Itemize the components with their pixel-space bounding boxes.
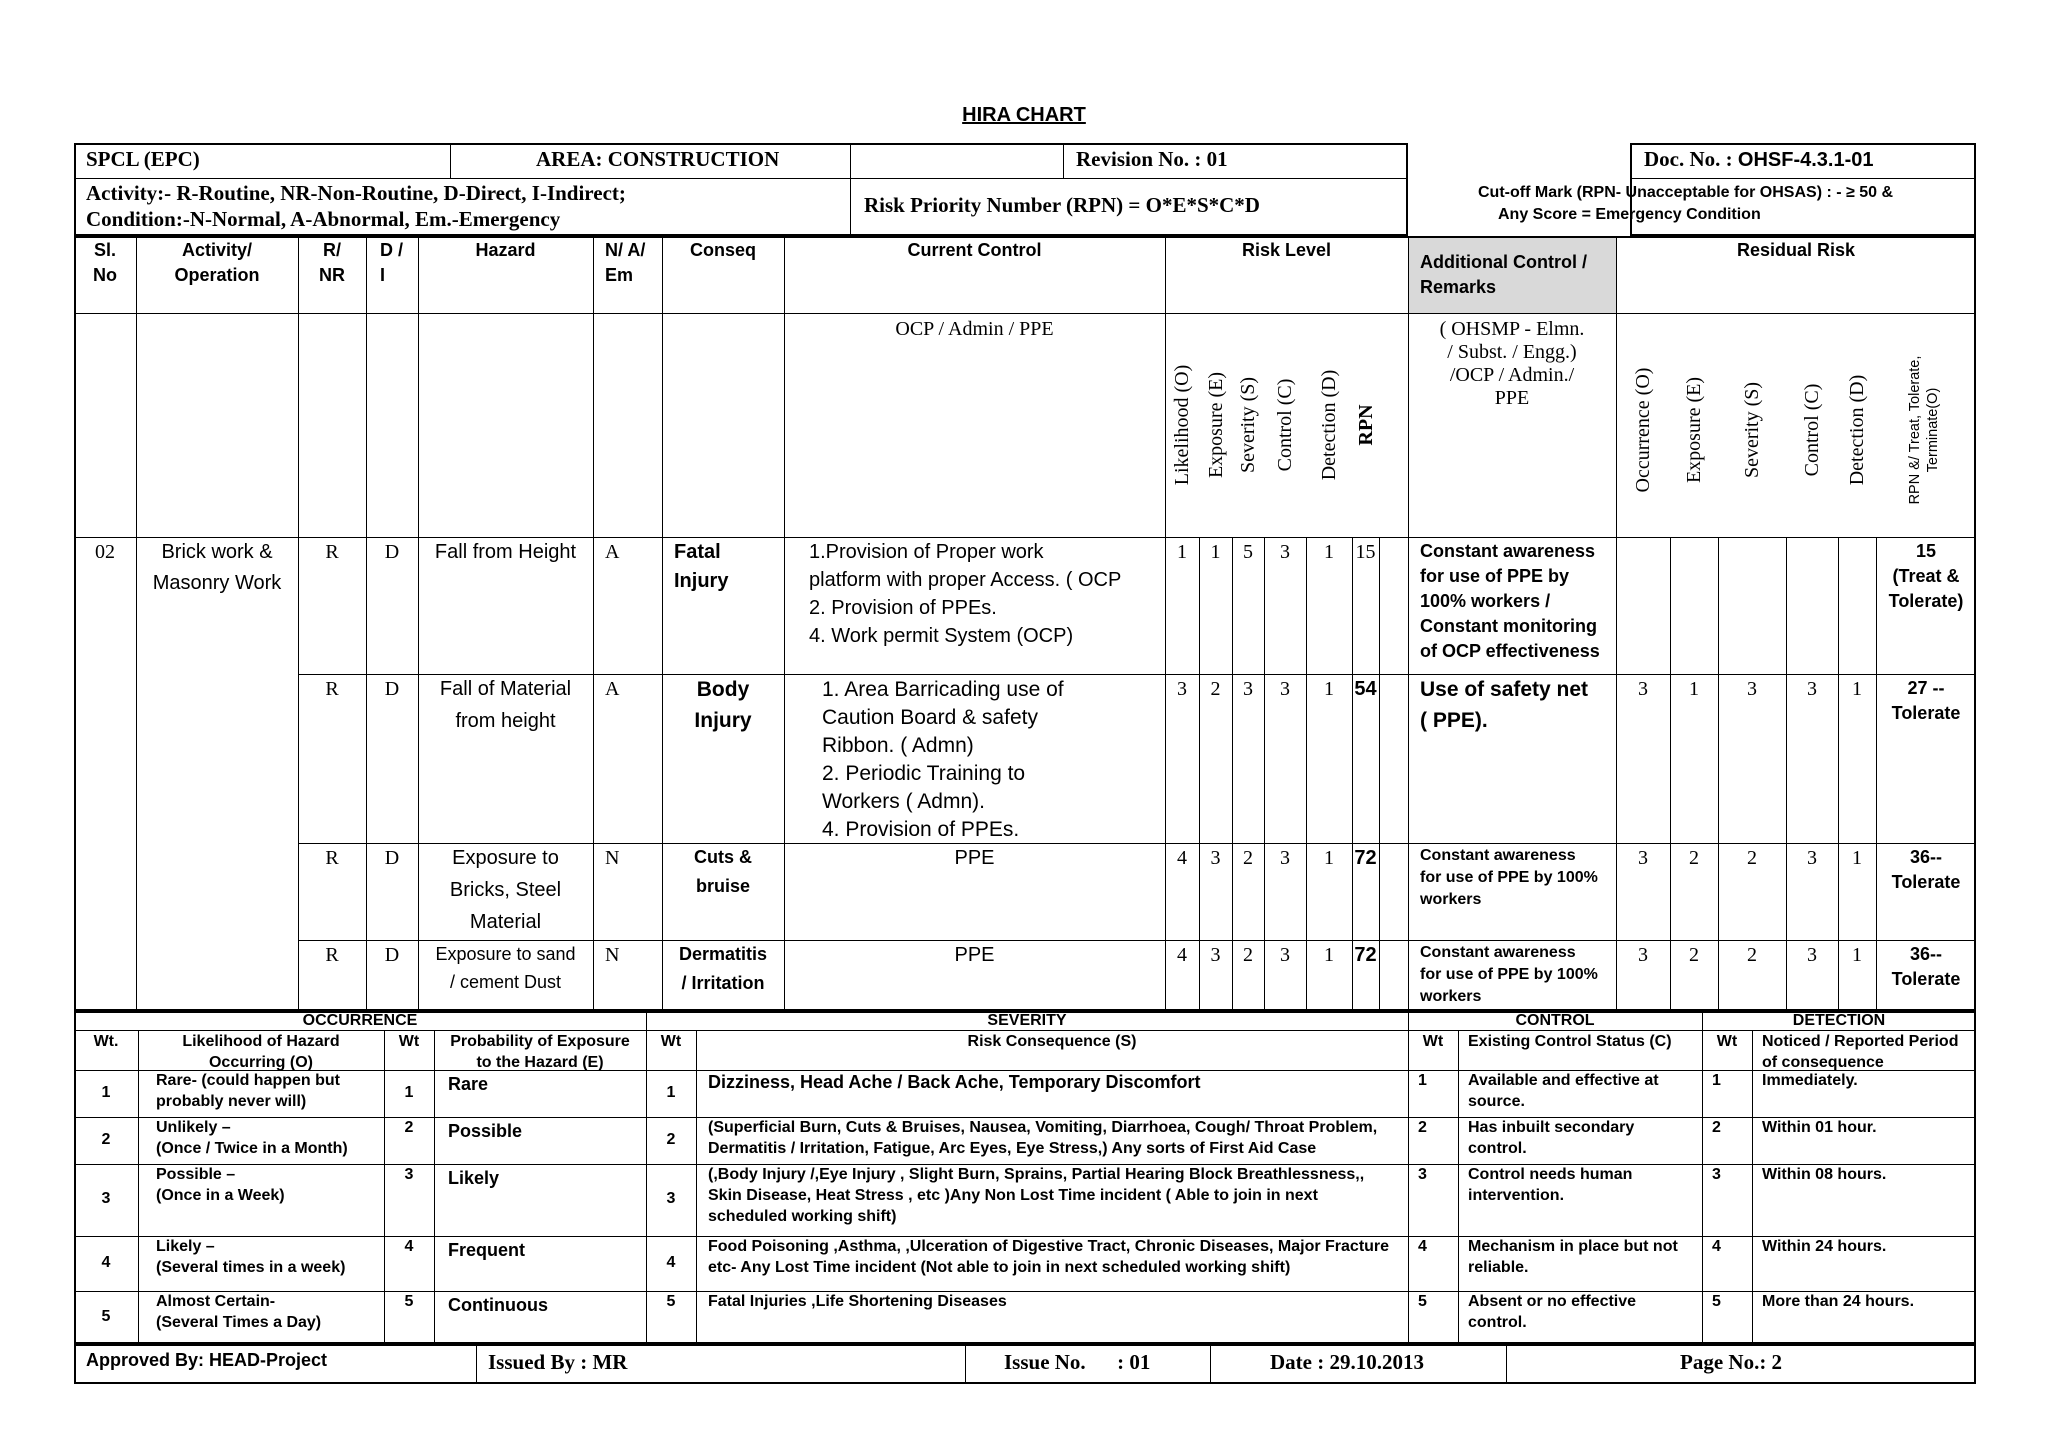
ohsmp-label: /OCP / Admin./ xyxy=(1449,364,1575,386)
residual-result: Tolerate xyxy=(1891,872,1961,892)
grid-line xyxy=(298,843,1976,844)
hazard-cell: Fall of Material xyxy=(439,678,572,700)
residual-sub-header: Exposure (E) xyxy=(1683,376,1705,484)
residual-rpn-header-line: Terminate(O) xyxy=(1925,387,1941,473)
risk-value-s: 2 xyxy=(1243,847,1253,869)
rpn-formula: Risk Priority Number (RPN) = O*E*S*C*D xyxy=(864,193,1260,217)
legend-likelihood: probably never will) xyxy=(156,1093,307,1110)
risk-value-d: 1 xyxy=(1324,944,1334,966)
residual-sub-header: Control (C) xyxy=(1801,383,1823,477)
detection-header: of consequence xyxy=(1762,1054,1884,1071)
additional-control-cell: ( PPE). xyxy=(1420,709,1488,732)
residual-value-rs: 2 xyxy=(1747,944,1757,966)
risk-value-c: 3 xyxy=(1280,944,1290,966)
legend-wt: 3 xyxy=(1418,1166,1427,1183)
di-cell: D xyxy=(384,678,400,700)
legend-detection: Within 08 hours. xyxy=(1762,1166,1887,1183)
risk-sub-header: Exposure (E) xyxy=(1204,371,1227,479)
activity-legend-1: Activity:- R-Routine, NR-Non-Routine, D-Direct, I-Indirect; xyxy=(86,181,626,205)
grid-line xyxy=(74,1291,1976,1292)
grid-line xyxy=(74,313,1976,314)
risk-value-e: 3 xyxy=(1210,944,1221,966)
rnr-header: NR xyxy=(319,265,345,285)
legend-wt: 3 xyxy=(101,1190,111,1207)
residual-result: 36-- xyxy=(1909,847,1942,867)
di-cell: D xyxy=(384,541,400,563)
conseq-cell: Dermatitis xyxy=(678,944,768,964)
additional-control-cell: Use of safety net xyxy=(1420,678,1589,701)
issue-number: Issue No. : 01 xyxy=(1004,1350,1151,1374)
grid-line xyxy=(1752,1030,1753,1344)
di-cell: D xyxy=(384,944,400,966)
grid-line xyxy=(1210,1344,1211,1384)
legend-detection: Within 01 hour. xyxy=(1762,1119,1877,1136)
conseq-cell: Injury xyxy=(674,570,729,592)
grid-line xyxy=(434,1030,435,1344)
grid-line xyxy=(1630,178,1976,179)
issued-by: Issued By : MR xyxy=(488,1350,628,1374)
risk-value-s: 3 xyxy=(1243,678,1253,700)
legend-wt: 5 xyxy=(101,1307,111,1325)
page-number: Page No.: 2 xyxy=(1680,1350,1783,1374)
di-header: D / xyxy=(380,240,404,260)
grid-line xyxy=(1506,1344,1507,1384)
grid-line xyxy=(366,236,367,1011)
conseq-cell: Fatal xyxy=(674,541,721,563)
wt-header: Wt xyxy=(660,1033,682,1050)
grid-line xyxy=(74,1236,1976,1237)
residual-value-rd: 1 xyxy=(1852,847,1862,869)
activity-legend-2: Condition:-N-Normal, A-Abnormal, Em.-Emergency xyxy=(86,207,561,231)
grid-line xyxy=(1702,1011,1703,1344)
legend-wt: 3 xyxy=(404,1166,414,1183)
grid-line xyxy=(138,1030,139,1344)
residual-value-rs: 2 xyxy=(1747,847,1757,869)
legend-wt: 4 xyxy=(666,1253,676,1271)
legend-severity: Fatal Injuries ,Life Shortening Diseases xyxy=(708,1293,1007,1310)
hazard-cell: Exposure to xyxy=(452,847,559,869)
doc-value: OHSF-4.3.1-01 xyxy=(1737,149,1874,171)
conseq-cell: Injury xyxy=(694,709,752,732)
wt-header: Wt xyxy=(1716,1033,1738,1050)
legend-exposure: Possible xyxy=(448,1121,523,1141)
legend-control: source. xyxy=(1468,1093,1525,1110)
legend-wt: 2 xyxy=(1418,1119,1427,1136)
grid-line xyxy=(74,178,1408,179)
ohsmp-label: / Subst. / Engg.) xyxy=(1447,341,1577,363)
legend-severity: scheduled working shift) xyxy=(708,1208,897,1225)
nae-cell: N xyxy=(605,944,620,966)
legend-wt: 1 xyxy=(666,1083,676,1101)
hazard-cell: Fall from Height xyxy=(434,541,577,563)
grid-line xyxy=(298,236,299,1011)
current-control-header: Current Control xyxy=(907,240,1042,260)
risk-sub-header: RPN xyxy=(1354,404,1377,446)
risk-value-c: 3 xyxy=(1280,678,1290,700)
risk-value-e: 1 xyxy=(1210,541,1221,563)
hazard-cell: / cement Dust xyxy=(449,972,562,992)
nae-header: Em xyxy=(605,265,634,285)
legend-control: control. xyxy=(1468,1140,1527,1157)
control-status-header: Existing Control Status (C) xyxy=(1468,1033,1672,1050)
activity-header: Operation xyxy=(174,265,260,285)
legend-wt: 2 xyxy=(666,1130,676,1148)
additional-control-cell: for use of PPE by 100% xyxy=(1420,966,1598,983)
legend-wt: 1 xyxy=(1712,1072,1721,1089)
control-cell: 4. Provision of PPEs. xyxy=(822,818,1020,841)
legend-exposure: Likely xyxy=(448,1168,500,1188)
detection-title: DETECTION xyxy=(1792,1012,1886,1029)
residual-rpn-header xyxy=(1906,330,1946,530)
legend-wt: 4 xyxy=(1712,1238,1721,1255)
additional-control-cell: Constant awareness xyxy=(1420,847,1576,864)
legend-wt: 1 xyxy=(1418,1072,1427,1089)
risk-value-d: 1 xyxy=(1324,678,1334,700)
doc-label: Doc. No. : xyxy=(1644,147,1738,171)
additional-control-cell: workers xyxy=(1420,988,1482,1005)
legend-wt: 1 xyxy=(404,1083,414,1101)
legend-wt: 5 xyxy=(1712,1293,1721,1310)
legend-control: Has inbuilt secondary xyxy=(1468,1119,1635,1136)
nae-cell: N xyxy=(605,847,620,869)
legend-likelihood: Likely – xyxy=(156,1238,215,1255)
risk-sub-header: Detection (D) xyxy=(1318,369,1340,481)
wt-header: Wt xyxy=(398,1033,420,1050)
grid-line xyxy=(593,236,594,1011)
legend-control: Absent or no effective xyxy=(1468,1293,1637,1310)
legend-severity: Skin Disease, Heat Stress , etc )Any Non Lost Time incident ( Able to join in next xyxy=(708,1187,1318,1204)
legend-wt: 3 xyxy=(1712,1166,1721,1183)
risk-value-o: 1 xyxy=(1177,541,1187,563)
issue-date: Date : 29.10.2013 xyxy=(1270,1350,1424,1374)
risk-value-rpn: 72 xyxy=(1354,944,1377,966)
ohsmp-label: PPE xyxy=(1494,387,1530,409)
control-cell: PPE xyxy=(954,944,995,966)
legend-control: intervention. xyxy=(1468,1187,1565,1204)
legend-likelihood: Possible – xyxy=(156,1166,236,1183)
legend-wt: 4 xyxy=(1418,1238,1427,1255)
additional-control-cell: of OCP effectiveness xyxy=(1420,641,1600,661)
rnr-header: R/ xyxy=(323,240,341,260)
rnr-cell: R xyxy=(325,944,339,966)
activity-header: Activity/ xyxy=(181,240,253,260)
area-label: AREA: CONSTRUCTION xyxy=(536,147,780,171)
residual-rpn-header-line: RPN &/ Treat, Tolerate, xyxy=(1907,355,1923,505)
legend-severity: Dermatitis / Irritation, Fatigue, Arc Eyes, Eye Stress,) Any sorts of First Aid Case xyxy=(708,1140,1317,1157)
risk-value-o: 3 xyxy=(1177,678,1187,700)
grid-line xyxy=(136,236,137,1011)
cutoff-line-1: Cut-off Mark (RPN- Unacceptable for OHSAS) : - ≥ 50 & xyxy=(1478,184,1894,201)
sl-no-header: No xyxy=(93,265,117,285)
additional-control-cell: Constant monitoring xyxy=(1420,616,1597,636)
residual-result: 15 xyxy=(1915,541,1937,561)
hazard-cell: Bricks, Steel xyxy=(449,879,562,901)
risk-value-rpn: 54 xyxy=(1354,678,1377,700)
additional-control-header-label: Additional Control / xyxy=(1420,252,1587,272)
residual-sub-header: Severity (S) xyxy=(1741,381,1763,479)
residual-result: 36-- xyxy=(1909,944,1942,964)
legend-severity: (Superficial Burn, Cuts & Bruises, Nausea, Vomiting, Diarrhoea, Cough/ Throat Problem, xyxy=(708,1119,1378,1136)
ohsmp-label: ( OHSMP - Elmn. xyxy=(1439,318,1585,340)
sl-number: 02 xyxy=(95,541,115,563)
risk-value-o: 4 xyxy=(1177,944,1187,966)
legend-control: Available and effective at xyxy=(1468,1072,1659,1089)
legend-wt: 5 xyxy=(1418,1293,1427,1310)
residual-value-rc: 3 xyxy=(1807,944,1817,966)
legend-severity: (,Body Injury /,Eye Injury , Slight Burn, Sprains, Partial Hearing Block Breathlessness,, xyxy=(708,1166,1365,1183)
legend-likelihood: (Once / Twice in a Month) xyxy=(156,1140,348,1157)
additional-control-cell: Constant awareness xyxy=(1420,944,1576,961)
control-cell: 1. Area Barricading use of xyxy=(822,678,1064,701)
rnr-cell: R xyxy=(325,678,339,700)
grid-line xyxy=(450,143,451,178)
conseq-cell: Body xyxy=(696,678,750,701)
control-cell: 1.Provision of Proper work xyxy=(809,541,1044,563)
legend-severity: etc- Any Lost Time incident (Not able to join in next scheduled working shift) xyxy=(708,1259,1291,1276)
residual-sub-header: Occurrence (O) xyxy=(1632,367,1654,493)
risk-value-o: 4 xyxy=(1177,847,1187,869)
exposure-header: to the Hazard (E) xyxy=(476,1054,604,1071)
risk-sub-header: Severity (S) xyxy=(1237,376,1259,474)
additional-control-cell: for use of PPE by 100% xyxy=(1420,869,1598,886)
sl-no-header: Sl. xyxy=(93,240,116,260)
legend-wt: 2 xyxy=(404,1119,414,1136)
severity-title: SEVERITY xyxy=(987,1012,1067,1029)
legend-severity: Food Poisoning ,Asthma, ,Ulceration of Digestive Tract, Chronic Diseases, Major Fracture xyxy=(708,1238,1390,1255)
conseq-header: Conseq xyxy=(689,240,756,260)
grid-line xyxy=(476,1344,477,1384)
legend-detection: Within 24 hours. xyxy=(1762,1238,1887,1255)
approved-by: Approved By: HEAD-Project xyxy=(86,1350,328,1370)
risk-value-d: 1 xyxy=(1324,847,1334,869)
risk-value-rpn: 72 xyxy=(1354,847,1377,869)
legend-detection: Immediately. xyxy=(1762,1072,1858,1089)
residual-value-ro: 3 xyxy=(1638,944,1648,966)
additional-control-cell: 100% workers / xyxy=(1420,591,1551,611)
legend-detection: More than 24 hours. xyxy=(1762,1293,1915,1310)
grid-line xyxy=(298,674,1976,675)
control-cell: 2. Provision of PPEs. xyxy=(809,597,997,619)
legend-likelihood: (Several times in a week) xyxy=(156,1259,346,1276)
residual-value-re: 1 xyxy=(1689,678,1699,700)
di-header: I xyxy=(380,265,386,285)
revision-number: Revision No. : 01 xyxy=(1076,147,1228,171)
hazard-header: Hazard xyxy=(475,240,536,260)
legend-likelihood: (Several Times a Day) xyxy=(156,1314,322,1331)
occurrence-title: OCCURRENCE xyxy=(302,1012,418,1029)
residual-result: (Treat & xyxy=(1892,566,1960,586)
control-cell: PPE xyxy=(954,847,995,869)
residual-sub-header: Detection (D) xyxy=(1846,374,1868,486)
grid-line xyxy=(696,1030,697,1344)
grid-line xyxy=(1063,143,1064,178)
control-cell: Workers ( Admn). xyxy=(822,790,985,813)
hazard-cell: Material xyxy=(469,911,542,933)
additional-control-cell: Constant awareness xyxy=(1420,541,1596,561)
legend-wt: 4 xyxy=(404,1238,414,1255)
legend-likelihood: (Once in a Week) xyxy=(156,1187,285,1204)
risk-level-header: Risk Level xyxy=(1241,240,1332,260)
legend-control: Control needs human xyxy=(1468,1166,1633,1183)
legend-likelihood: Rare- (could happen but xyxy=(156,1072,340,1089)
ocp-admin-ppe-label: OCP / Admin / PPE xyxy=(895,318,1054,340)
residual-result: Tolerate) xyxy=(1888,591,1964,611)
residual-value-re: 2 xyxy=(1689,944,1699,966)
residual-value-rc: 3 xyxy=(1807,847,1817,869)
grid-line xyxy=(1616,236,1617,1011)
rnr-cell: R xyxy=(325,541,339,563)
risk-value-e: 3 xyxy=(1210,847,1221,869)
grid-line xyxy=(850,143,851,236)
risk-value-c: 3 xyxy=(1280,847,1290,869)
residual-value-re: 2 xyxy=(1689,847,1699,869)
risk-value-e: 2 xyxy=(1210,678,1221,700)
page-title: HIRA CHART xyxy=(962,104,1086,126)
residual-value-rd: 1 xyxy=(1852,944,1862,966)
control-cell: 2. Periodic Training to xyxy=(822,762,1026,785)
residual-value-rd: 1 xyxy=(1852,678,1862,700)
control-cell: 4. Work permit System (OCP) xyxy=(809,625,1074,647)
additional-control-header-label: Remarks xyxy=(1420,277,1497,297)
legend-likelihood: Almost Certain- xyxy=(156,1293,276,1310)
hazard-cell: from height xyxy=(455,710,556,732)
additional-control-cell: workers xyxy=(1420,891,1482,908)
legend-exposure: Rare xyxy=(448,1074,489,1094)
control-cell: platform with proper Access. ( OCP xyxy=(809,569,1122,591)
risk-value-d: 1 xyxy=(1324,541,1334,563)
nae-header: N/ A/ xyxy=(605,240,646,260)
risk-value-s: 2 xyxy=(1243,944,1253,966)
legend-severity: Dizziness, Head Ache / Back Ache, Temporary Discomfort xyxy=(708,1072,1201,1092)
company-name: SPCL (EPC) xyxy=(86,147,200,171)
nae-cell: A xyxy=(605,678,620,700)
additional-control-cell: for use of PPE by xyxy=(1420,566,1570,586)
grid-line xyxy=(1165,236,1166,1011)
residual-value-ro: 3 xyxy=(1638,678,1648,700)
rnr-cell: R xyxy=(325,847,339,869)
legend-wt: 2 xyxy=(101,1130,111,1148)
detection-header: Noticed / Reported Period xyxy=(1762,1033,1959,1050)
consequence-header: Risk Consequence (S) xyxy=(967,1033,1137,1050)
activity-name: Brick work & xyxy=(161,541,273,563)
grid-line xyxy=(1458,1030,1459,1344)
grid-line xyxy=(784,236,785,1011)
residual-result: 27 -- xyxy=(1907,678,1945,698)
residual-result: Tolerate xyxy=(1891,703,1961,723)
legend-wt: 3 xyxy=(666,1190,676,1207)
legend-exposure: Frequent xyxy=(448,1240,526,1260)
conseq-cell: Cuts & xyxy=(694,847,752,867)
grid-line xyxy=(74,1117,1976,1118)
conseq-cell: bruise xyxy=(695,876,751,896)
grid-line xyxy=(74,537,1976,538)
di-cell: D xyxy=(384,847,400,869)
legend-wt: 4 xyxy=(101,1253,111,1271)
likelihood-header: Occurring (O) xyxy=(208,1054,313,1071)
grid-line xyxy=(965,1344,966,1384)
activity-name: Masonry Work xyxy=(152,572,282,594)
cutoff-line-2: Any Score = Emergency Condition xyxy=(1498,206,1761,223)
residual-result: Tolerate xyxy=(1891,969,1961,989)
legend-control: Mechanism in place but not xyxy=(1468,1238,1678,1255)
risk-sub-header: Likelihood (O) xyxy=(1171,364,1193,486)
legend-wt: 1 xyxy=(101,1083,111,1101)
wt-header: Wt. xyxy=(93,1033,119,1050)
likelihood-header: Likelihood of Hazard xyxy=(182,1033,340,1050)
wt-header: Wt xyxy=(1422,1033,1444,1050)
conseq-cell: / Irritation xyxy=(681,973,765,993)
residual-value-ro: 3 xyxy=(1638,847,1648,869)
legend-wt: 5 xyxy=(404,1293,414,1310)
grid-line xyxy=(298,940,1976,941)
control-title: CONTROL xyxy=(1515,1012,1595,1029)
risk-value-c: 3 xyxy=(1280,541,1290,563)
control-cell: Ribbon. ( Admn) xyxy=(822,734,974,757)
grid-line xyxy=(74,1030,1976,1031)
legend-exposure: Continuous xyxy=(448,1295,548,1315)
legend-likelihood: Unlikely – xyxy=(156,1119,231,1136)
residual-value-rc: 3 xyxy=(1807,678,1817,700)
residual-risk-header: Residual Risk xyxy=(1736,240,1856,260)
nae-cell: A xyxy=(605,541,620,563)
hazard-cell: Exposure to sand xyxy=(435,944,576,964)
risk-value-rpn: 15 xyxy=(1355,541,1376,563)
legend-wt: 5 xyxy=(666,1293,676,1310)
exposure-header: Probability of Exposure xyxy=(450,1033,630,1050)
legend-control: control. xyxy=(1468,1314,1527,1331)
doc-number xyxy=(1644,147,1874,172)
legend-wt: 2 xyxy=(1712,1119,1721,1136)
legend-control: reliable. xyxy=(1468,1259,1529,1276)
residual-value-rs: 3 xyxy=(1747,678,1757,700)
risk-value-s: 5 xyxy=(1243,541,1253,563)
control-cell: Caution Board & safety xyxy=(822,706,1038,729)
grid-line xyxy=(1408,1011,1409,1344)
risk-sub-header: Control (C) xyxy=(1274,378,1296,472)
grid-line xyxy=(74,1164,1976,1165)
